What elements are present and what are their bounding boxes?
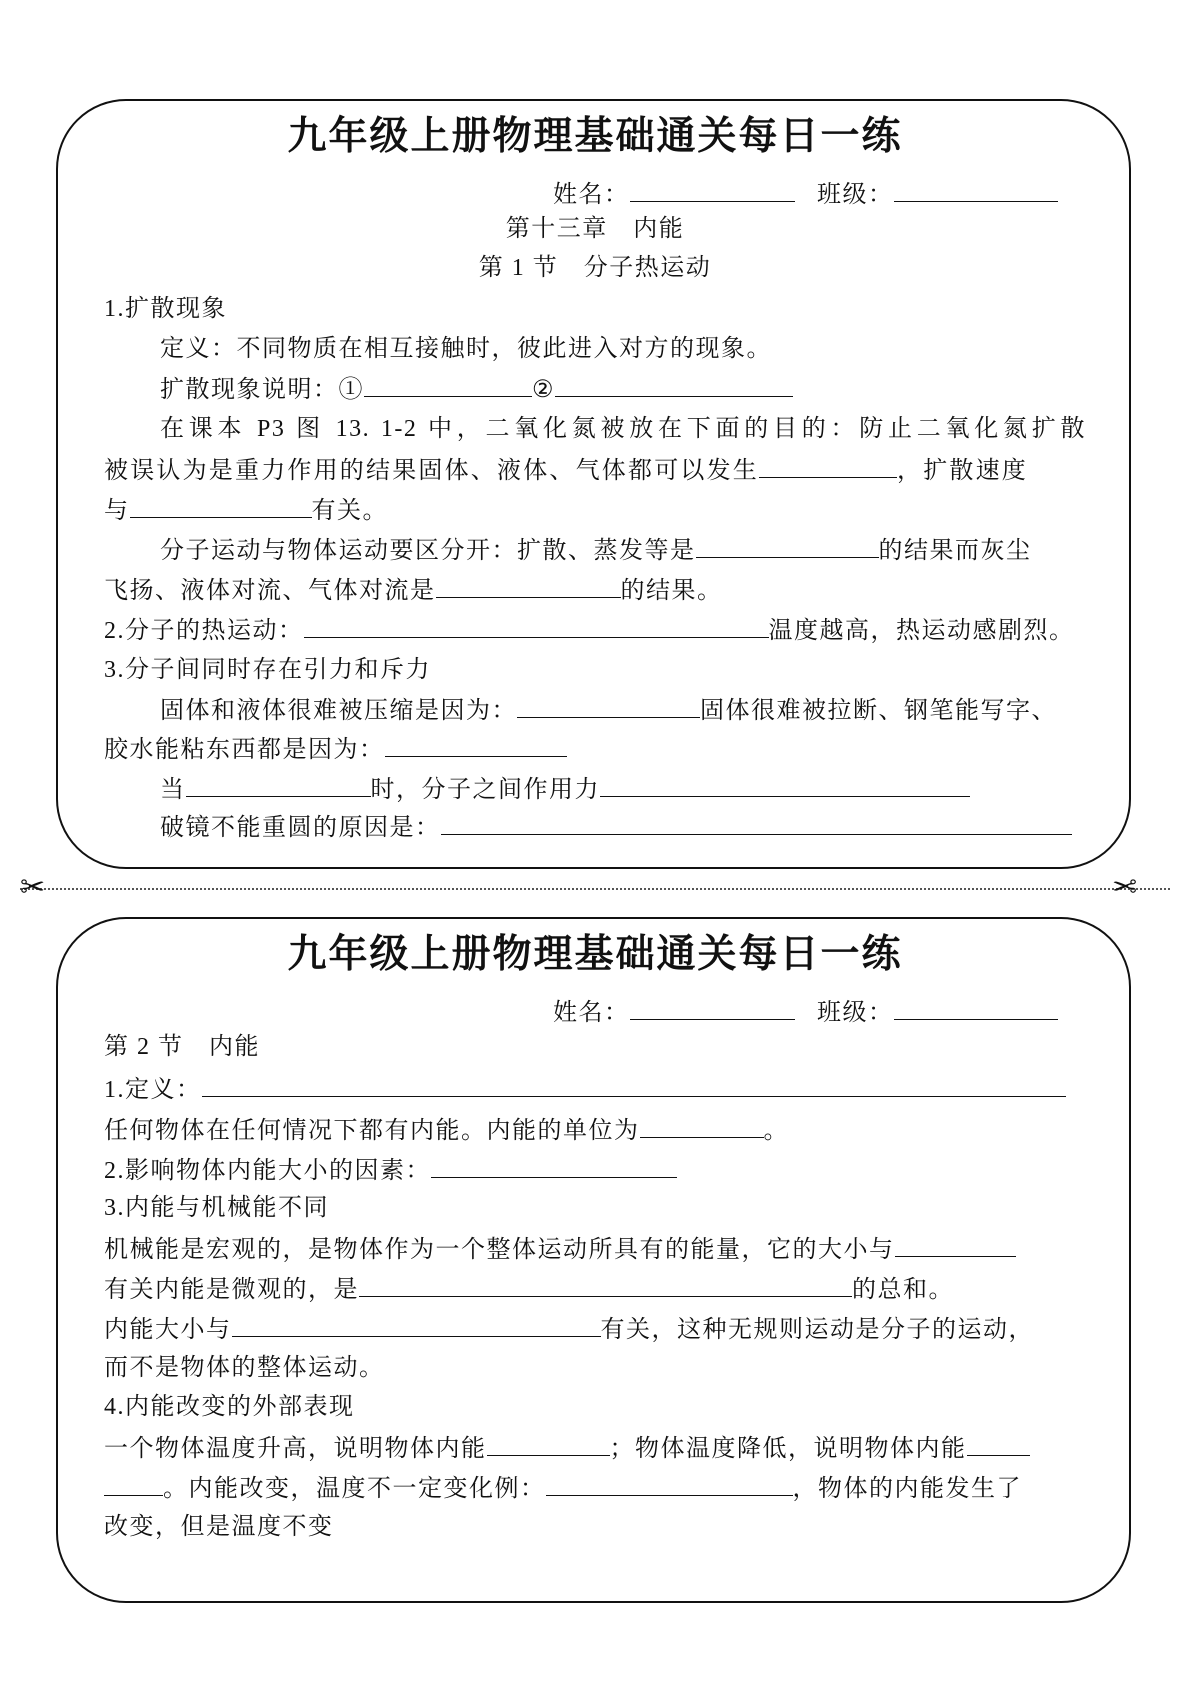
text-line bbox=[160, 774, 970, 804]
text-line: 而不是物体的整体运动。 bbox=[104, 1355, 385, 1381]
text-line bbox=[104, 1234, 1016, 1264]
text-line bbox=[160, 695, 1057, 725]
text: 。内能改变，温度不一定变化例： bbox=[163, 1476, 546, 1502]
blank[interactable] bbox=[436, 575, 621, 598]
name-label: 姓名： bbox=[553, 182, 630, 208]
text: 的结果而灰尘 bbox=[878, 538, 1032, 564]
text: 。 bbox=[763, 1118, 789, 1144]
blank[interactable] bbox=[517, 695, 700, 718]
text: 被误认为是重力作用的结果固体、液体、气体都可以发生 bbox=[104, 458, 759, 484]
text-line bbox=[104, 734, 567, 764]
blank[interactable] bbox=[359, 1274, 852, 1297]
text-line: 在课本 P3 图 13. 1-2 中，二氧化氮被放在下面的目的：防止二氧化氮扩散 bbox=[160, 416, 1086, 442]
text-line bbox=[104, 575, 723, 605]
text-line bbox=[104, 1115, 789, 1145]
blank[interactable] bbox=[431, 1155, 677, 1178]
blank[interactable] bbox=[487, 1433, 610, 1456]
text-line bbox=[104, 1314, 1034, 1344]
blank[interactable] bbox=[600, 774, 970, 797]
text: ，物体的内能发生了 bbox=[792, 1476, 1022, 1502]
text: 的结果。 bbox=[620, 578, 723, 604]
name-field[interactable] bbox=[630, 179, 795, 202]
text-line bbox=[160, 374, 793, 404]
blank[interactable] bbox=[895, 1234, 1016, 1257]
text-line bbox=[160, 812, 1072, 842]
text: ② bbox=[532, 377, 556, 403]
text: 与 bbox=[104, 498, 130, 524]
text: 任何物体在任何情况下都有内能。内能的单位为 bbox=[104, 1118, 640, 1144]
text: 时，分子之间作用力 bbox=[370, 777, 600, 803]
text: 2.分子的热运动： bbox=[104, 618, 304, 644]
blank[interactable] bbox=[441, 812, 1072, 835]
class-label: 班级： bbox=[817, 1000, 894, 1026]
item-heading: 1.扩散现象 bbox=[104, 296, 227, 322]
text: 机械能是宏观的，是物体作为一个整体运动所具有的能量，它的大小与 bbox=[104, 1237, 895, 1263]
blank[interactable] bbox=[304, 615, 769, 638]
blank[interactable] bbox=[186, 774, 371, 797]
section-heading: 第 1 节 分子热运动 bbox=[478, 255, 712, 281]
text-line bbox=[104, 1155, 677, 1185]
blank[interactable] bbox=[202, 1074, 1066, 1097]
text: 分子运动与物体运动要区分开：扩散、蒸发等是 bbox=[160, 538, 696, 564]
sheet-title: 九年级上册物理基础通关每日一练 bbox=[287, 115, 903, 158]
chapter-heading: 第十三章 内能 bbox=[505, 216, 685, 242]
name-class-row bbox=[553, 179, 1058, 209]
text-line bbox=[104, 1274, 954, 1304]
text: 扩散现象说明：① bbox=[160, 377, 364, 403]
name-label: 姓名： bbox=[553, 1000, 630, 1026]
blank[interactable] bbox=[104, 1473, 163, 1496]
blank[interactable] bbox=[555, 374, 793, 397]
text: 固体很难被拉断、钢笔能写字、 bbox=[700, 698, 1057, 724]
text: 2.影响物体内能大小的因素： bbox=[104, 1158, 431, 1184]
text: 内能大小与 bbox=[104, 1317, 232, 1343]
class-field[interactable] bbox=[894, 179, 1058, 202]
text-line bbox=[104, 1473, 1022, 1503]
section-heading: 第 2 节 内能 bbox=[104, 1034, 260, 1060]
text: 当 bbox=[160, 777, 186, 803]
sheet-title: 九年级上册物理基础通关每日一练 bbox=[287, 933, 903, 976]
text-line bbox=[104, 615, 1075, 645]
text-line bbox=[104, 1074, 1066, 1104]
text-line bbox=[160, 535, 1032, 565]
text-line: 改变，但是温度不变 bbox=[104, 1514, 334, 1540]
item-heading: 3.内能与机械能不同 bbox=[104, 1195, 329, 1221]
name-field[interactable] bbox=[630, 997, 795, 1020]
text: 有关。 bbox=[311, 498, 388, 524]
text: 的总和。 bbox=[852, 1277, 954, 1303]
cut-line bbox=[20, 888, 1170, 890]
name-class-row bbox=[553, 997, 1058, 1027]
text-line: 定义：不同物质在相互接触时，彼此进入对方的现象。 bbox=[160, 336, 772, 362]
text: 固体和液体很难被压缩是因为： bbox=[160, 698, 517, 724]
blank[interactable] bbox=[696, 535, 879, 558]
text: 有关，这种无规则运动是分子的运动， bbox=[600, 1317, 1034, 1343]
text: 破镜不能重圆的原因是： bbox=[160, 815, 441, 841]
blank[interactable] bbox=[385, 734, 567, 757]
text: ；物体温度降低，说明物体内能 bbox=[609, 1436, 967, 1462]
scissors-icon: ✂ bbox=[20, 871, 46, 904]
text-line bbox=[104, 1433, 1030, 1463]
blank[interactable] bbox=[967, 1433, 1030, 1456]
text-line bbox=[104, 495, 388, 525]
text: 1.定义： bbox=[104, 1077, 202, 1103]
text: 有关内能是微观的，是 bbox=[104, 1277, 359, 1303]
text: 温度越高，热运动感剧烈。 bbox=[768, 618, 1075, 644]
item-heading: 3.分子间同时存在引力和斥力 bbox=[104, 657, 431, 683]
blank[interactable] bbox=[640, 1115, 764, 1138]
blank[interactable] bbox=[232, 1314, 601, 1337]
text: ，扩散速度 bbox=[897, 458, 1028, 484]
scissors-icon: ✂ bbox=[1112, 871, 1138, 904]
blank[interactable] bbox=[130, 495, 312, 518]
class-field[interactable] bbox=[894, 997, 1058, 1020]
text-line bbox=[104, 455, 1028, 485]
blank[interactable] bbox=[546, 1473, 793, 1496]
class-label: 班级： bbox=[817, 182, 894, 208]
item-heading: 4.内能改变的外部表现 bbox=[104, 1394, 355, 1420]
text: 胶水能粘东西都是因为： bbox=[104, 737, 385, 763]
text: 一个物体温度升高，说明物体内能 bbox=[104, 1436, 487, 1462]
blank[interactable] bbox=[364, 374, 532, 397]
text: 飞扬、液体对流、气体对流是 bbox=[104, 578, 436, 604]
blank[interactable] bbox=[759, 455, 897, 478]
